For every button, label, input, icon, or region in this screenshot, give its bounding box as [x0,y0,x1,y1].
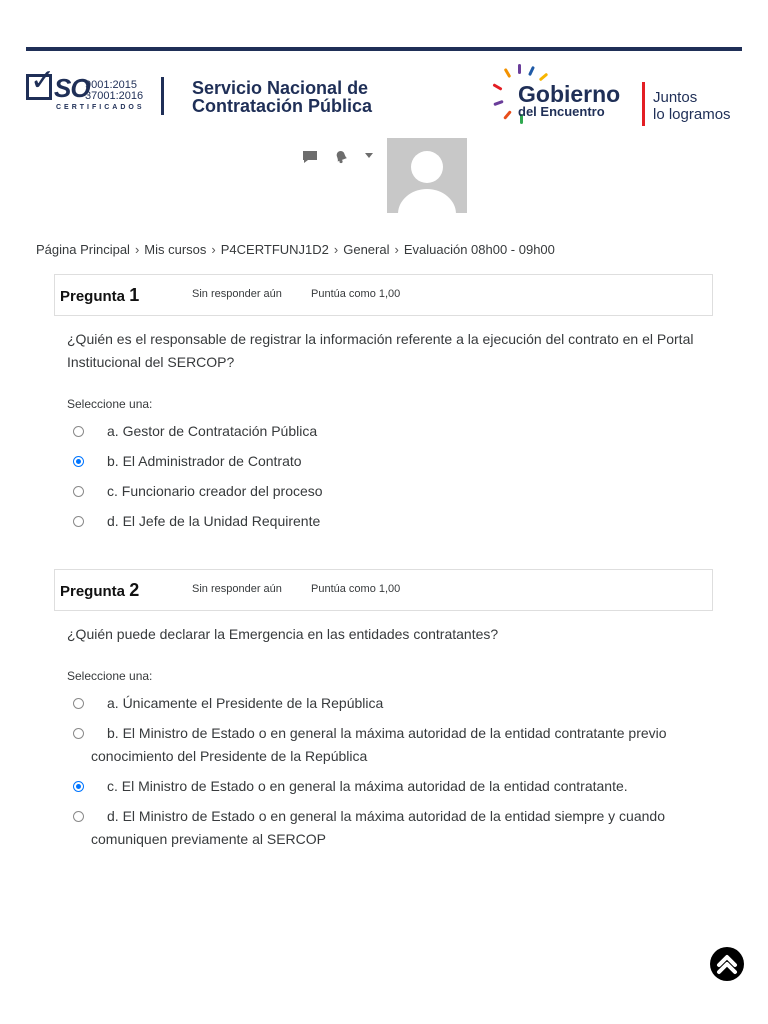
gobierno-name: Gobierno [518,81,621,107]
chevron-right-icon: › [211,242,216,257]
radio-button[interactable] [73,698,84,709]
question-label: Pregunta [60,288,126,305]
chevron-right-icon: › [134,242,140,257]
sercop-line-1: Servicio Nacional de [192,78,369,98]
option-label[interactable]: b. El Ministro de Estado o en general la máxima autoridad de la entidad contratante previo conocimiento del Presidente de la República [91,725,667,764]
breadcrumb-my-courses[interactable]: Mis cursos [144,242,207,257]
iso-certified-label: CERTIFICADOS [56,104,145,111]
gobierno-tagline [653,89,731,123]
iso-mark: SO [54,73,90,103]
gobierno-divider [642,82,645,126]
sercop-line-2: Contratación Pública [192,96,373,116]
header-divider [161,77,164,115]
question-number: 2 [129,580,140,600]
chevron-up-icon [710,947,744,981]
question-2-grade: Puntúa como 1,00 [311,583,401,595]
radio-button[interactable] [73,516,84,527]
question-1-title [60,285,139,306]
sercop-logo[interactable] [192,79,372,115]
gobierno-subtitle: del Encuentro [518,104,605,119]
chat-icon[interactable] [302,150,318,169]
user-avatar[interactable] [387,138,467,213]
radio-button[interactable] [73,486,84,497]
radio-button-selected[interactable] [73,781,84,792]
chevron-right-icon: › [394,242,399,257]
caret-down-icon[interactable] [365,153,373,158]
back-to-top-button[interactable] [710,947,744,981]
question-2-title [60,580,139,601]
radio-button[interactable] [73,811,84,822]
question-2-text: ¿Quién puede declarar la Emergencia en las entidades contratantes? [67,626,499,642]
question-1-prompt: Seleccione una: [67,397,153,411]
tagline-line-2: lo logramos [653,106,731,123]
option-label[interactable]: a. Gestor de Contratación Pública [107,423,318,439]
iso-standard-1: 9001:2015 [85,79,137,91]
logo-ray [528,66,535,76]
breadcrumb-quiz[interactable]: Evaluación 08h00 - 09h00 [403,242,555,257]
option-label[interactable]: c. El Ministro de Estado o en general la máxima autoridad de la entidad contratante. [107,778,628,794]
bell-icon[interactable] [333,148,349,169]
radio-button[interactable] [73,426,84,437]
logo-ray [493,100,503,106]
question-1-text: ¿Quién es el responsable de registrar la información referente a la ejecución del contrato en el Portal Institucional del SERCOP? [67,331,694,370]
logo-ray [504,68,512,78]
tagline-line-1: Juntos [653,89,698,106]
breadcrumb-course[interactable]: P4CERTFUNJ1D2 [220,242,329,257]
logo-ray [518,64,521,74]
gobierno-logo [494,62,744,126]
logo-ray [492,83,502,91]
logo-ray [503,110,512,120]
breadcrumb-home[interactable]: Página Principal [36,242,130,257]
check-icon: ✓ [30,64,56,97]
option-label[interactable]: c. Funcionario creador del proceso [107,483,323,499]
question-1-state: Sin responder aún [192,288,282,300]
breadcrumb-section[interactable]: General [343,242,390,257]
question-1-grade: Puntúa como 1,00 [311,288,401,300]
question-2-info [54,569,713,611]
breadcrumb [36,242,555,257]
question-label: Pregunta [60,583,126,600]
question-2-prompt: Seleccione una: [67,669,153,683]
iso-certification-logo [26,64,145,116]
radio-button[interactable] [73,728,84,739]
question-2-state: Sin responder aún [192,583,282,595]
option-label[interactable]: d. El Jefe de la Unidad Requirente [107,513,321,529]
question-number: 1 [129,285,140,305]
option-label[interactable]: b. El Administrador de Contrato [107,453,302,469]
chevron-right-icon: › [333,242,339,257]
option-label[interactable]: a. Únicamente el Presidente de la República [107,695,384,711]
option-label[interactable]: d. El Ministro de Estado o en general la máxima autoridad de la entidad siempre y cuando comuniquen previamente al SERCOP [91,808,665,847]
iso-standard-2: 37001:2016 [85,90,144,102]
top-accent-bar [26,47,742,51]
radio-button-selected[interactable] [73,456,84,467]
question-1-info [54,274,713,316]
